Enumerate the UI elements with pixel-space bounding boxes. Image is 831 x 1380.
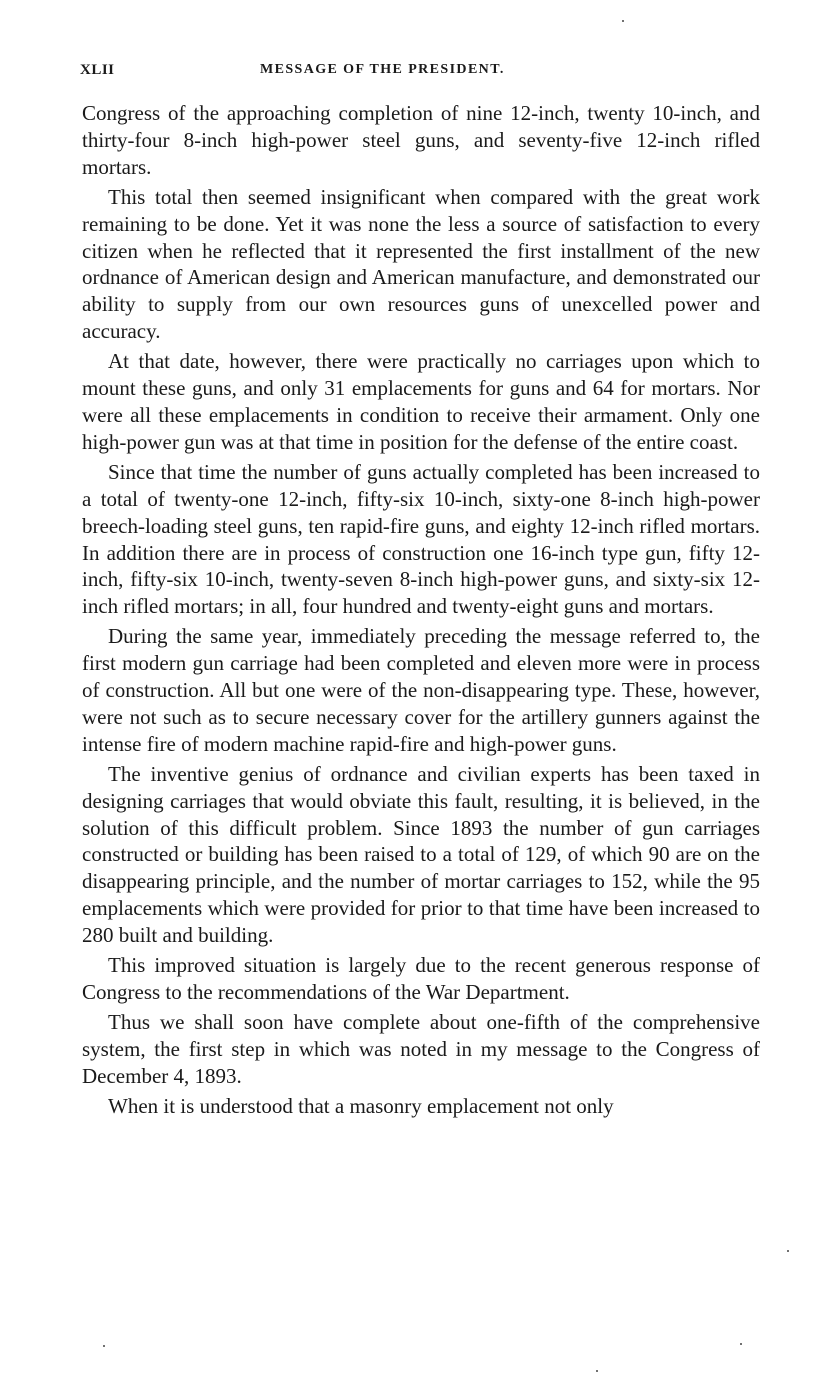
paper-speck: [103, 1345, 105, 1347]
page-header: [80, 62, 756, 86]
paragraph: During the same year, immediately preceding the message referred to, the first modern gun carriage had been completed and eleven more were in process of construction. All but one were of the non-disappearing type. These, however, were not such as to secure necessary cover for the artillery gunners against the intense fire of modern machine rapid-fire and high-power guns.: [82, 624, 760, 756]
page-number: XLII: [80, 62, 115, 78]
paragraph: Thus we shall soon have complete about one-fifth of the comprehensive system, the first step in which was noted in my message to the Congress of December 4, 1893.: [82, 1009, 760, 1088]
paragraph: This improved situation is largely due to the recent generous response of Congress to the recommendations of the War Department.: [82, 953, 760, 1004]
paragraph-continued: Congress of the approaching completion of nine 12-inch, twenty 10-inch, and thirty-four 8-inch high-power steel guns, and seventy-five 12-inch rifled mortars.: [82, 101, 760, 179]
paragraph: This total then seemed insignificant when compared with the great work remaining to be done. Yet it was none the less a source of satisfaction to every citizen when he reflected that it represented the first installment of the new ordnance of American design and American manufacture, and demonstrated our ability to supply from our own resources guns of unexcelled power and accuracy.: [82, 184, 760, 344]
body-text: [82, 100, 760, 1123]
paper-speck: [740, 1343, 742, 1345]
paper-speck: [787, 1250, 789, 1252]
paragraph: The inventive genius of ordnance and civilian experts has been taxed in designing carriages that would obviate this fault, resulting, it is believed, in the solution of this difficult problem. Since 1893 the number of gun carriages constructed or building has been raised to a total of 129, of which 90 are on the disappearing principle, and the number of mortar carriages to 152, while the 95 emplacements which were provided for prior to that time have been increased to 280 built and building.: [82, 761, 760, 948]
paper-speck: [596, 1370, 598, 1372]
paragraph-truncated: When it is understood that a masonry emplacement not only: [108, 1093, 614, 1118]
paragraph: Since that time the number of guns actually completed has been increased to a total of twenty-one 12-inch, fifty-six 10-inch, sixty-one 8-inch high-power breech-loading steel guns, ten rapid-fire guns, and eighty 12-inch rifled mortars. In addition there are in process of construction one 16-inch type gun, fifty 12-inch, fifty-six 10-inch, twenty-seven 8-inch high-power guns, and sixty-six 12-inch rifled mortars; in all, four hundred and twenty-eight guns and mortars.: [82, 459, 760, 619]
paper-speck: [622, 20, 624, 22]
running-title: MESSAGE OF THE PRESIDENT.: [260, 62, 505, 77]
paragraph: At that date, however, there were practically no carriages upon which to mount these guns, and only 31 emplacements for guns and 64 for mortars. Nor were all these emplacements in condition to receive their armament. Only one high-power gun was at that time in position for the defense of the entire coast.: [82, 349, 760, 454]
